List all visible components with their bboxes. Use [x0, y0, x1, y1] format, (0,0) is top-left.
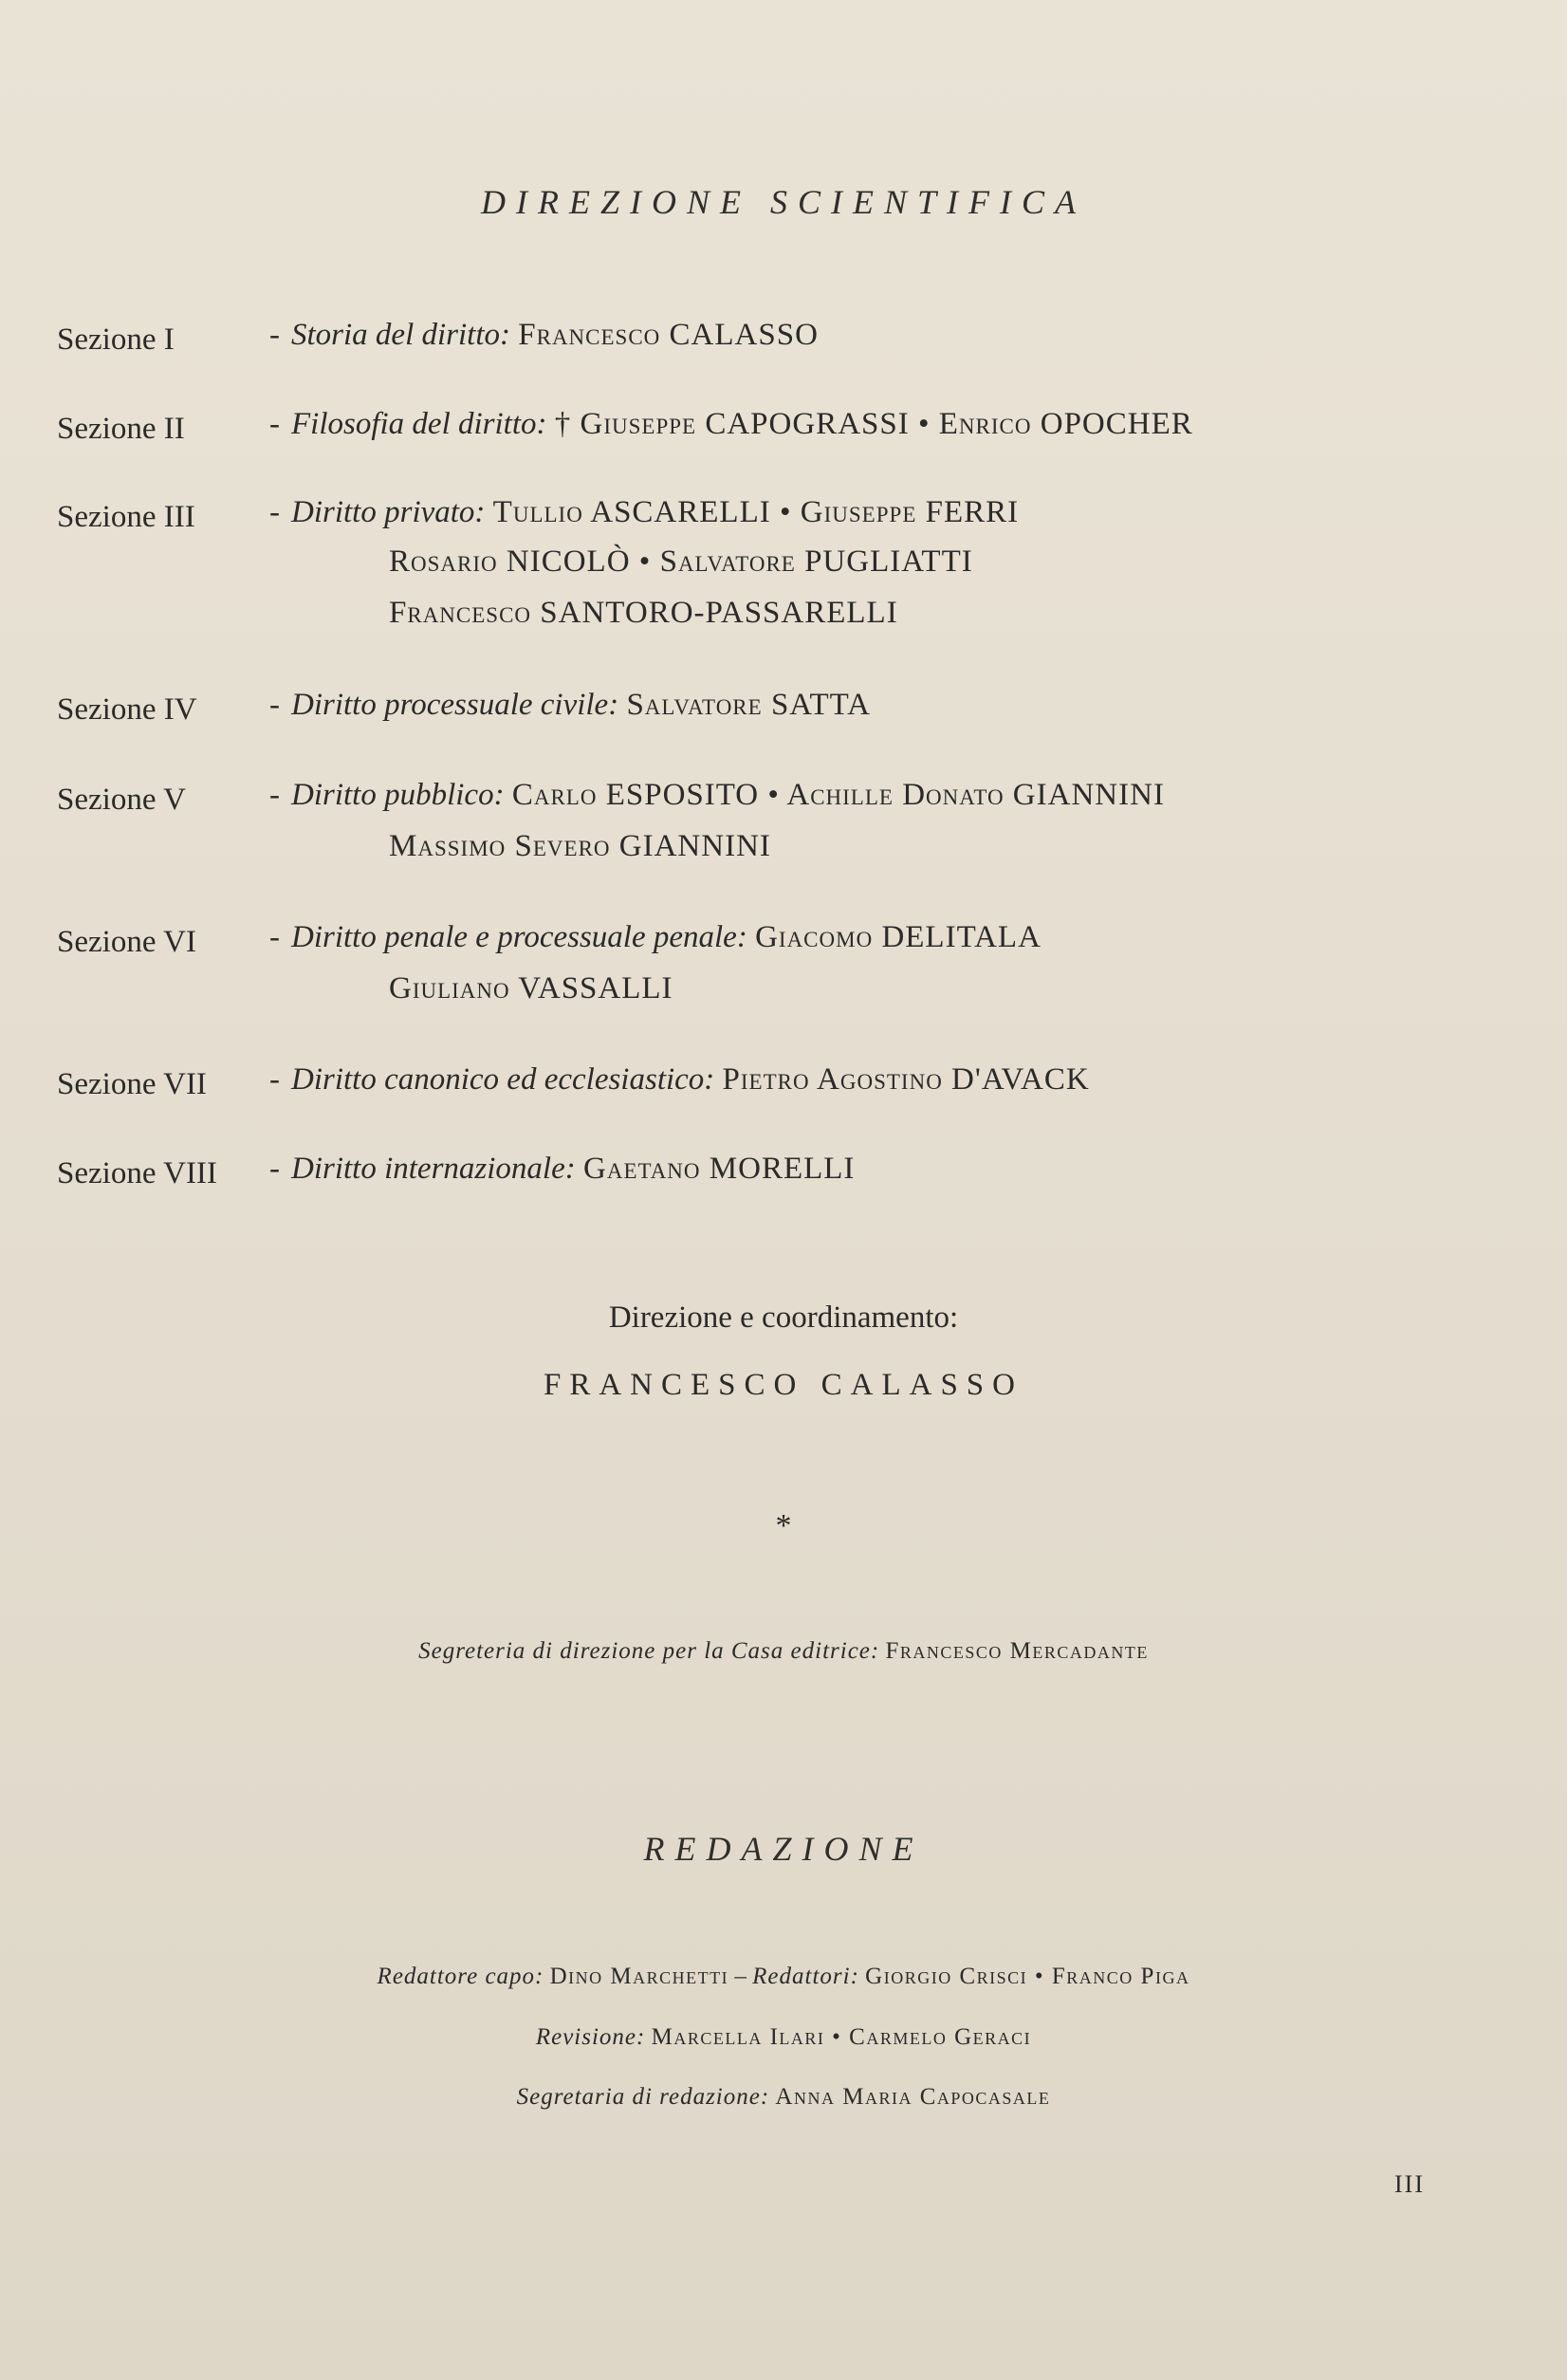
section-label: Sezione II: [57, 412, 185, 446]
section-members: Salvatore SATTA: [626, 688, 871, 722]
section-entry: - Diritto penale e processuale penale: Giacomo DELITALA: [269, 920, 1042, 954]
section-field: Diritto pubblico:: [291, 778, 505, 812]
section-members: Carlo ESPOSITO • Achille Donato GIANNINI: [511, 778, 1165, 812]
section-entry: - Diritto privato: Tullio ASCARELLI • Giuseppe FERRI: [269, 495, 1020, 529]
segreteria-line: [0, 1638, 1567, 1665]
section-entry: - Storia del diritto: Francesco CALASSO: [269, 318, 819, 352]
segreteria-name: Francesco Mercadante: [885, 1638, 1149, 1664]
section-field: Diritto internazionale:: [291, 1152, 576, 1186]
section-entry: - Diritto canonico ed ecclesiastico: Pietro Agostino D'AVACK: [269, 1062, 1090, 1097]
section-members-continued: Francesco SANTORO-PASSARELLI: [389, 596, 898, 630]
redattori-names: Giorgio Crisci • Franco Piga: [865, 1964, 1190, 1989]
section-label: Sezione IV: [57, 692, 197, 727]
redattore-capo-name: Dino Marchetti: [549, 1964, 729, 1989]
section-field: Storia del diritto:: [291, 318, 510, 352]
section-entry: - Diritto pubblico: Carlo ESPOSITO • Achille Donato GIANNINI: [269, 778, 1165, 812]
section-label: Sezione VI: [57, 925, 196, 959]
section-members-continued: Giuliano VASSALLI: [389, 971, 673, 1006]
section-members: Pietro Agostino D'AVACK: [722, 1062, 1090, 1097]
section-members-continued: Rosario NICOLÒ • Salvatore PUGLIATTI: [389, 544, 973, 579]
section-entry: - Diritto processuale civile: Salvatore SATTA: [269, 688, 871, 722]
section-label: Sezione III: [57, 500, 195, 534]
section-field: Diritto privato:: [291, 495, 486, 529]
redattore-capo-label: Redattore capo:: [377, 1964, 544, 1989]
section-entry: - Filosofia del diritto: † Giuseppe CAPOGRASSI • Enrico OPOCHER: [269, 407, 1193, 441]
redattori-label: Redattori:: [752, 1964, 859, 1989]
section-members: † Giuseppe CAPOGRASSI • Enrico OPOCHER: [554, 407, 1193, 441]
coordinamento-name: FRANCESCO CALASSO: [543, 1368, 1023, 1402]
segretaria-line: [0, 2084, 1567, 2111]
section-members: Francesco CALASSO: [518, 318, 819, 352]
section-field: Filosofia del diritto:: [291, 407, 547, 441]
section-label: Sezione VII: [57, 1067, 207, 1101]
separator-asterisk: *: [775, 1508, 792, 1543]
revisione-line: [0, 2024, 1567, 2051]
section-label: Sezione I: [57, 323, 175, 357]
direzione-scientifica-heading: DIREZIONE SCIENTIFICA: [481, 183, 1086, 221]
page-number: III: [1394, 2170, 1425, 2198]
segreteria-label: Segreteria di direzione per la Casa editrice:: [418, 1638, 880, 1664]
revisione-label: Revisione:: [535, 2024, 646, 2050]
section-field: Diritto penale e processuale penale:: [291, 920, 747, 954]
section-members: Giacomo DELITALA: [755, 920, 1042, 954]
section-field: Diritto canonico ed ecclesiastico:: [291, 1062, 715, 1097]
segretaria-name: Anna Maria Capocasale: [775, 2084, 1051, 2110]
section-members-continued: Massimo Severo GIANNINI: [389, 829, 771, 863]
coordinamento-label: Direzione e coordinamento:: [608, 1301, 959, 1335]
section-field: Diritto processuale civile:: [291, 688, 619, 722]
section-label: Sezione VIII: [57, 1156, 217, 1190]
redazione-capo-line: Redattore capo: Dino Marchetti – Redattori: Giorgio Crisci • Franco Piga: [377, 1964, 1190, 1989]
section-members: Gaetano MORELLI: [583, 1152, 856, 1186]
redazione-heading: REDAZIONE: [643, 1830, 924, 1868]
section-label: Sezione V: [57, 783, 186, 817]
revisione-names: Marcella Ilari • Carmelo Geraci: [651, 2024, 1032, 2050]
section-members: Tullio ASCARELLI • Giuseppe FERRI: [492, 495, 1020, 529]
section-entry: - Diritto internazionale: Gaetano MORELLI: [269, 1152, 856, 1186]
segretaria-label: Segretaria di redazione:: [516, 2084, 770, 2110]
